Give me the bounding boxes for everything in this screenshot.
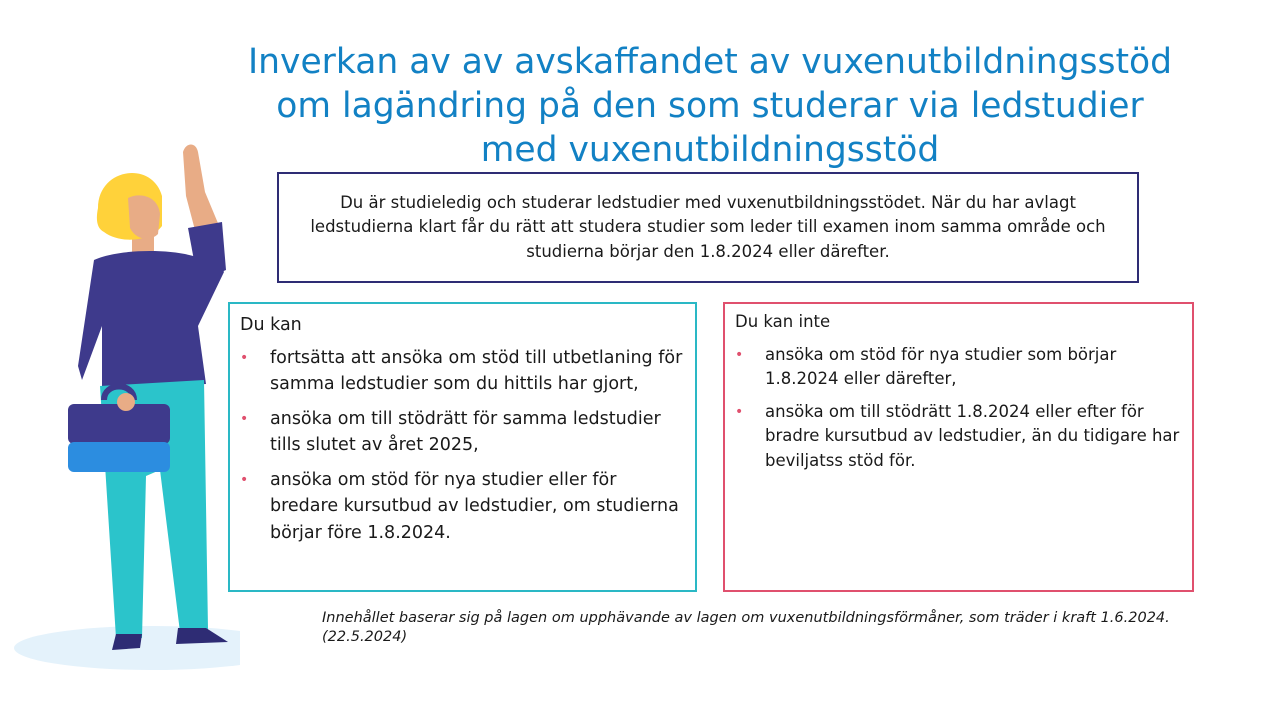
cannot-heading: Du kan inte xyxy=(735,312,831,331)
list-item-text: ansöka om stöd för nya studier som börjar 1.8.2024 eller därefter, xyxy=(765,344,1117,388)
bullet-icon: • xyxy=(240,349,249,366)
list-item-text: fortsätta att ansöka om stöd till utbetlaning för samma ledstudier som du hittils har gjort, xyxy=(270,347,683,394)
can-box xyxy=(228,302,697,592)
bullet-icon: • xyxy=(735,346,744,363)
footnote: Innehållet baserar sig på lagen om upphävande av lagen om vuxenutbildningsförmåner, som träder i kraft 1.6.2024. (22.5.2024) xyxy=(322,610,1170,645)
title-line-2: om lagändring på den som studerar via ledstudier xyxy=(276,86,1144,126)
bag-bottom xyxy=(68,442,170,472)
title-line-3: med vuxenutbildningsstöd xyxy=(480,130,940,170)
intro-box xyxy=(277,172,1139,283)
hand xyxy=(117,393,135,411)
cannot-box xyxy=(723,302,1194,592)
raised-arm xyxy=(183,145,220,235)
bullet-icon: • xyxy=(735,403,744,420)
title-line-1: Inverkan av av avskaffandet av vuxenutbildningsstöd xyxy=(247,42,1173,82)
torso xyxy=(78,251,224,390)
intro-text: Du är studieledig och studerar ledstudier med vuxenutbildningsstödet. När du har avlagt ledstudierna klart får du rätt att studera studier som leder till examen inom samma område och studierna börjar den 1.8.2024 eller därefter. xyxy=(310,192,1106,261)
list-item-text: ansöka om stöd för nya studier eller för bredare kursutbud av ledstudier, om studierna börjar före 1.8.2024. xyxy=(270,469,679,543)
cannot-list xyxy=(735,343,1182,474)
page-title xyxy=(200,40,1220,172)
list-item-text: ansöka om till stödrätt för samma ledstudier tills slutet av året 2025, xyxy=(270,408,661,455)
list-item xyxy=(735,343,1182,392)
list-item-text: ansöka om till stödrätt 1.8.2024 eller efter för bradre kursutbud av ledstudier, än du tidigare har beviljatss stöd för. xyxy=(765,401,1180,470)
list-item xyxy=(735,400,1182,474)
list-item xyxy=(240,406,685,459)
woman-waving-illustration xyxy=(0,130,240,690)
can-list xyxy=(240,345,685,547)
bag-top xyxy=(68,404,170,444)
bullet-icon: • xyxy=(240,471,249,488)
list-item xyxy=(240,345,685,398)
bullet-icon: • xyxy=(240,410,249,427)
list-item xyxy=(240,467,685,547)
left-shoe xyxy=(112,634,142,650)
can-heading: Du kan xyxy=(240,315,302,335)
